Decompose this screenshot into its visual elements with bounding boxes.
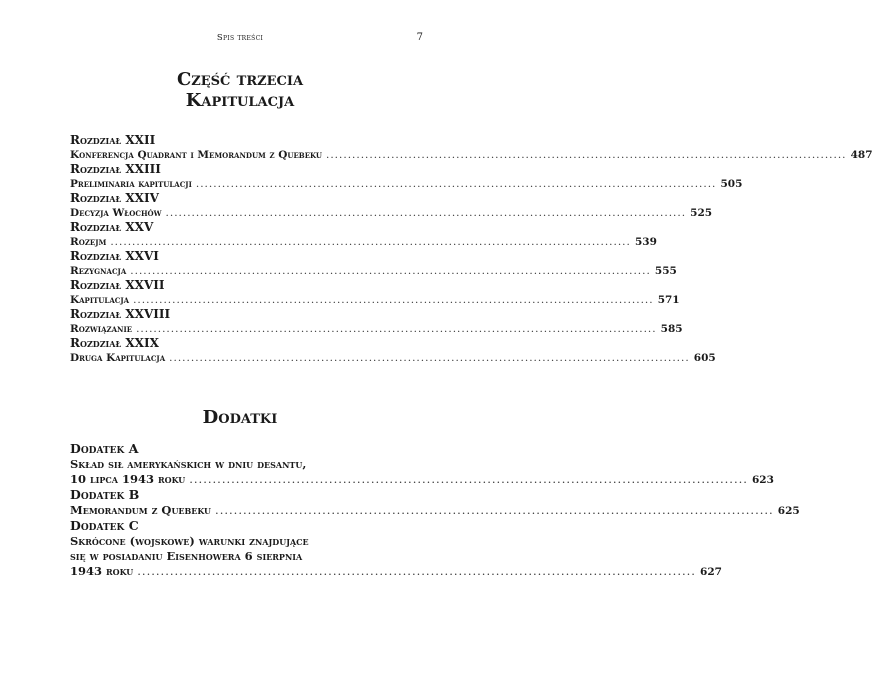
entry-page-number: 605	[693, 352, 716, 364]
toc-appendix	[70, 487, 800, 518]
chapter-heading: Rozdział XXVIII	[70, 307, 171, 321]
toc-entry[interactable]	[70, 351, 716, 365]
dot-leader: ........................................................................................................................	[169, 352, 690, 364]
toc-chapter	[70, 307, 683, 336]
toc-chapter	[70, 336, 716, 365]
dot-leader: ........................................................................................................................	[326, 149, 847, 161]
toc-appendix	[70, 518, 722, 579]
toc-entry[interactable]	[70, 293, 680, 307]
dot-leader: ........................................................................................................................	[137, 564, 696, 578]
entry-page-number: 539	[634, 236, 657, 248]
chapter-heading: Rozdział XXIV	[70, 191, 159, 205]
toc-entry[interactable]	[70, 264, 677, 278]
part-title-line1: Część trzecia	[176, 69, 304, 90]
toc-chapter	[70, 249, 677, 278]
dot-leader: ........................................................................................................................	[195, 178, 717, 190]
toc-entry[interactable]	[70, 322, 683, 336]
toc-entry[interactable]	[70, 206, 713, 220]
chapter-heading: Rozdział XXIX	[70, 336, 159, 350]
entry-title: Rozejm	[70, 236, 107, 248]
chapter-heading: Rozdział XXVI	[70, 249, 159, 263]
running-head-title: Spis treści	[216, 33, 264, 43]
appendix-heading: Dodatek A	[70, 441, 139, 456]
entry-title: Preliminaria kapitulacji	[70, 178, 192, 190]
chapter-list	[70, 133, 873, 365]
chapter-heading: Rozdział XXII	[70, 133, 156, 147]
toc-entry[interactable]	[70, 177, 743, 191]
entry-title: Rozwiązanie	[70, 323, 133, 335]
entry-page-number: 625	[777, 505, 800, 517]
entry-title: Druga Kapitulacja	[70, 352, 166, 364]
entry-title: 1943 roku	[70, 564, 134, 578]
chapter-heading: Rozdział XXV	[70, 220, 154, 234]
toc-chapter	[70, 133, 873, 162]
toc-appendix	[70, 441, 774, 487]
entry-page-number: 571	[657, 294, 680, 306]
appendix-title-line: Skład sił amerykańskich w dniu desantu,	[70, 457, 307, 471]
entry-title: Memorandum z Quebeku	[70, 503, 212, 517]
appendix-heading: Dodatek B	[70, 487, 140, 502]
dot-leader: ........................................................................................................................	[130, 265, 651, 277]
entry-page-number: 505	[720, 178, 743, 190]
appendix-title-line: Skrócone (wojskowe) warunki znajdujące	[70, 534, 309, 548]
toc-entry[interactable]	[70, 564, 722, 579]
entry-page-number: 585	[660, 323, 683, 335]
entry-title: Konferencja Quadrant i Memorandum z Quebeku	[70, 149, 322, 161]
toc-chapter	[70, 278, 680, 307]
toc-chapter	[70, 162, 743, 191]
entry-page-number: 525	[690, 207, 713, 219]
entry-page-number: 627	[700, 566, 722, 578]
toc-chapter	[70, 191, 713, 220]
appendices-title: Dodatki	[202, 407, 278, 428]
entry-page-number: 623	[752, 474, 774, 486]
dot-leader: ........................................................................................................................	[110, 236, 631, 248]
toc-chapter	[70, 220, 657, 249]
entry-page-number: 555	[654, 265, 677, 277]
part-title-line2: Kapitulacja	[185, 90, 295, 111]
entry-title: Decyzja Włochów	[70, 207, 162, 219]
chapter-heading: Rozdział XXVII	[70, 278, 165, 292]
toc-entry[interactable]	[70, 472, 774, 487]
entry-title: Rezygnacja	[70, 265, 127, 277]
entry-title: 10 lipca 1943 roku	[70, 472, 186, 486]
running-head-page-number: 7	[416, 32, 423, 43]
dot-leader: ........................................................................................................................	[215, 503, 774, 517]
dot-leader: ........................................................................................................................	[165, 207, 687, 219]
dot-leader: ........................................................................................................................	[133, 294, 654, 306]
toc-entry[interactable]	[70, 148, 873, 162]
entry-title: Kapitulacja	[70, 294, 130, 306]
dot-leader: ........................................................................................................................	[189, 472, 748, 486]
appendix-list	[70, 441, 800, 579]
appendix-heading: Dodatek C	[70, 518, 139, 533]
dot-leader: ........................................................................................................................	[136, 323, 657, 335]
toc-entry[interactable]	[70, 503, 800, 518]
toc-entry[interactable]	[70, 235, 657, 249]
entry-page-number: 487	[850, 149, 873, 161]
running-head	[0, 33, 480, 47]
chapter-heading: Rozdział XXIII	[70, 162, 161, 176]
appendix-title-line: się w posiadaniu Eisenhowera 6 sierpnia	[70, 549, 303, 563]
